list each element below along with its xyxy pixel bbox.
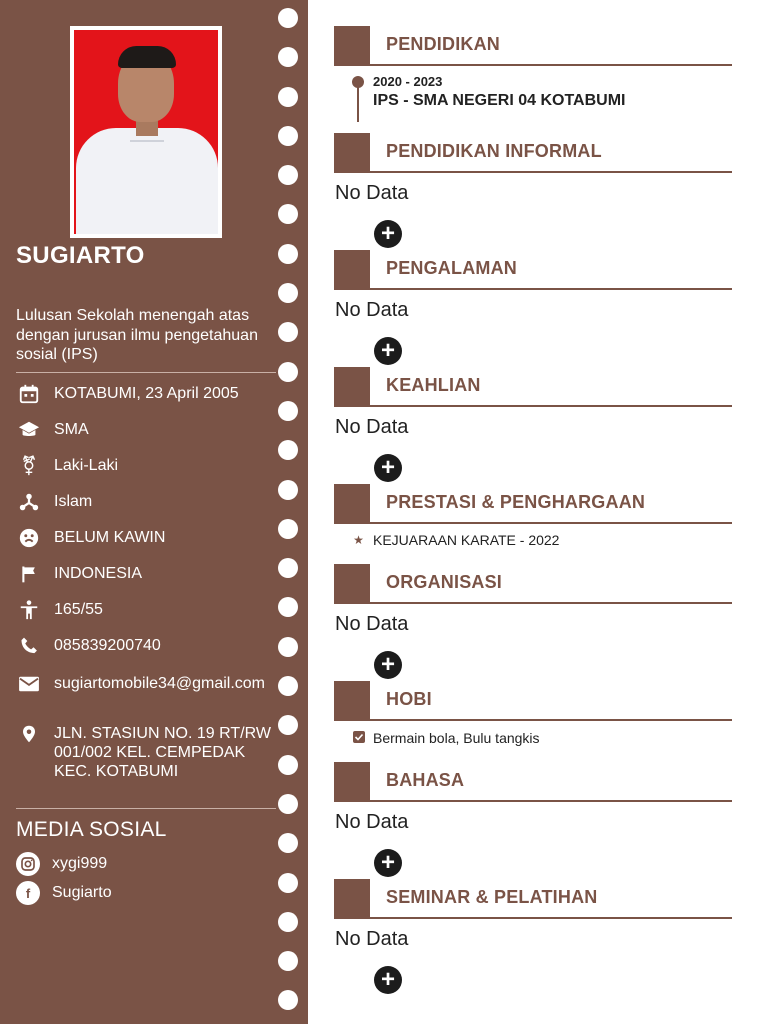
achievement-item: [352, 532, 559, 548]
info-address: [16, 722, 278, 781]
sidebar: [0, 0, 308, 1024]
no-data-text: No Data: [335, 182, 409, 204]
section-title: PRESTASI & PENGHARGAAN: [386, 492, 646, 512]
education-school: IPS - SMA NEGERI 04 KOTABUMI: [373, 92, 626, 109]
profile-summary: Lulusan Sekolah menengah atas dengan jurusan ilmu pengetahuan sosial (IPS): [16, 307, 258, 363]
no-data-text: No Data: [335, 928, 409, 950]
binder-holes: [278, 8, 298, 1024]
hobby-text: Bermain bola, Bulu tangkis: [373, 730, 540, 746]
add-button[interactable]: +: [374, 651, 402, 679]
graduation-cap-icon: [16, 418, 42, 442]
info-text: 165/55: [54, 601, 103, 618]
section-bahasa: [334, 762, 732, 802]
info-text: KOTABUMI, 23 April 2005: [54, 385, 239, 402]
divider: [16, 808, 276, 809]
hobby-item: [352, 730, 540, 746]
social-facebook[interactable]: [16, 881, 112, 905]
info-gender: [16, 454, 278, 478]
no-data-text: No Data: [335, 416, 409, 438]
profile-name: SUGIARTO: [16, 242, 145, 269]
achievement-text: KEJUARAAN KARATE - 2022: [373, 532, 560, 548]
info-education: [16, 418, 278, 442]
add-button[interactable]: +: [374, 454, 402, 482]
info-text: JLN. STASIUN NO. 19 RT/RW 001/002 KEL. CEMPEDAK KEC. KOTABUMI: [54, 725, 271, 780]
religion-icon: [16, 490, 42, 514]
section-pendidikan-informal: [334, 133, 732, 173]
section-prestasi: [334, 484, 732, 524]
section-hobi: [334, 681, 732, 721]
section-organisasi: [334, 564, 732, 604]
social-title: MEDIA SOSIAL: [16, 818, 167, 841]
info-marital: [16, 526, 278, 550]
info-religion: [16, 490, 278, 514]
calendar-icon: [16, 382, 42, 406]
instagram-icon: [16, 852, 40, 876]
info-birth: [16, 382, 278, 406]
flag-icon: [16, 562, 42, 586]
add-button[interactable]: +: [374, 220, 402, 248]
section-title: ORGANISASI: [386, 572, 503, 592]
section-title: PENDIDIKAN: [386, 34, 501, 54]
marital-status-icon: [16, 526, 42, 550]
facebook-icon: f: [16, 881, 40, 905]
section-keahlian: [334, 367, 732, 407]
social-instagram[interactable]: [16, 852, 107, 876]
info-nationality: [16, 562, 278, 586]
social-text: Sugiarto: [52, 884, 112, 901]
location-pin-icon: [16, 722, 42, 746]
info-text: sugiartomobile34@gmail.com: [54, 675, 265, 692]
no-data-text: No Data: [335, 613, 409, 635]
section-pengalaman: [334, 250, 732, 290]
section-title: KEAHLIAN: [386, 375, 481, 395]
checkbox-icon: [352, 731, 365, 746]
info-email: [16, 672, 278, 696]
section-pendidikan: [334, 26, 732, 66]
info-text: INDONESIA: [54, 565, 143, 582]
timeline-line: [357, 84, 359, 122]
social-text: xygi999: [52, 855, 108, 872]
section-title: BAHASA: [386, 770, 465, 790]
add-button[interactable]: +: [374, 337, 402, 365]
no-data-text: No Data: [335, 299, 409, 321]
info-phone: [16, 634, 278, 658]
gender-icon: ⚧: [21, 455, 37, 477]
star-icon: ★: [353, 533, 364, 547]
info-text: 085839200740: [54, 637, 161, 654]
divider: [16, 372, 276, 373]
info-text: Islam: [54, 493, 93, 510]
no-data-text: No Data: [335, 811, 409, 833]
info-text: BELUM KAWIN: [54, 529, 166, 546]
phone-icon: [16, 634, 42, 658]
info-text: Laki-Laki: [54, 457, 119, 474]
education-year: 2020 - 2023: [373, 74, 443, 89]
person-icon: [16, 598, 42, 622]
info-text: SMA: [54, 421, 89, 438]
add-button[interactable]: +: [374, 966, 402, 994]
section-title: HOBI: [386, 689, 432, 709]
profile-photo: [70, 26, 222, 238]
section-seminar: [334, 879, 732, 919]
section-title: SEMINAR & PELATIHAN: [386, 887, 598, 907]
info-height-weight: [16, 598, 278, 622]
section-title: PENGALAMAN: [386, 258, 517, 278]
email-icon: [16, 672, 42, 696]
section-title: PENDIDIKAN INFORMAL: [386, 141, 602, 161]
add-button[interactable]: +: [374, 849, 402, 877]
